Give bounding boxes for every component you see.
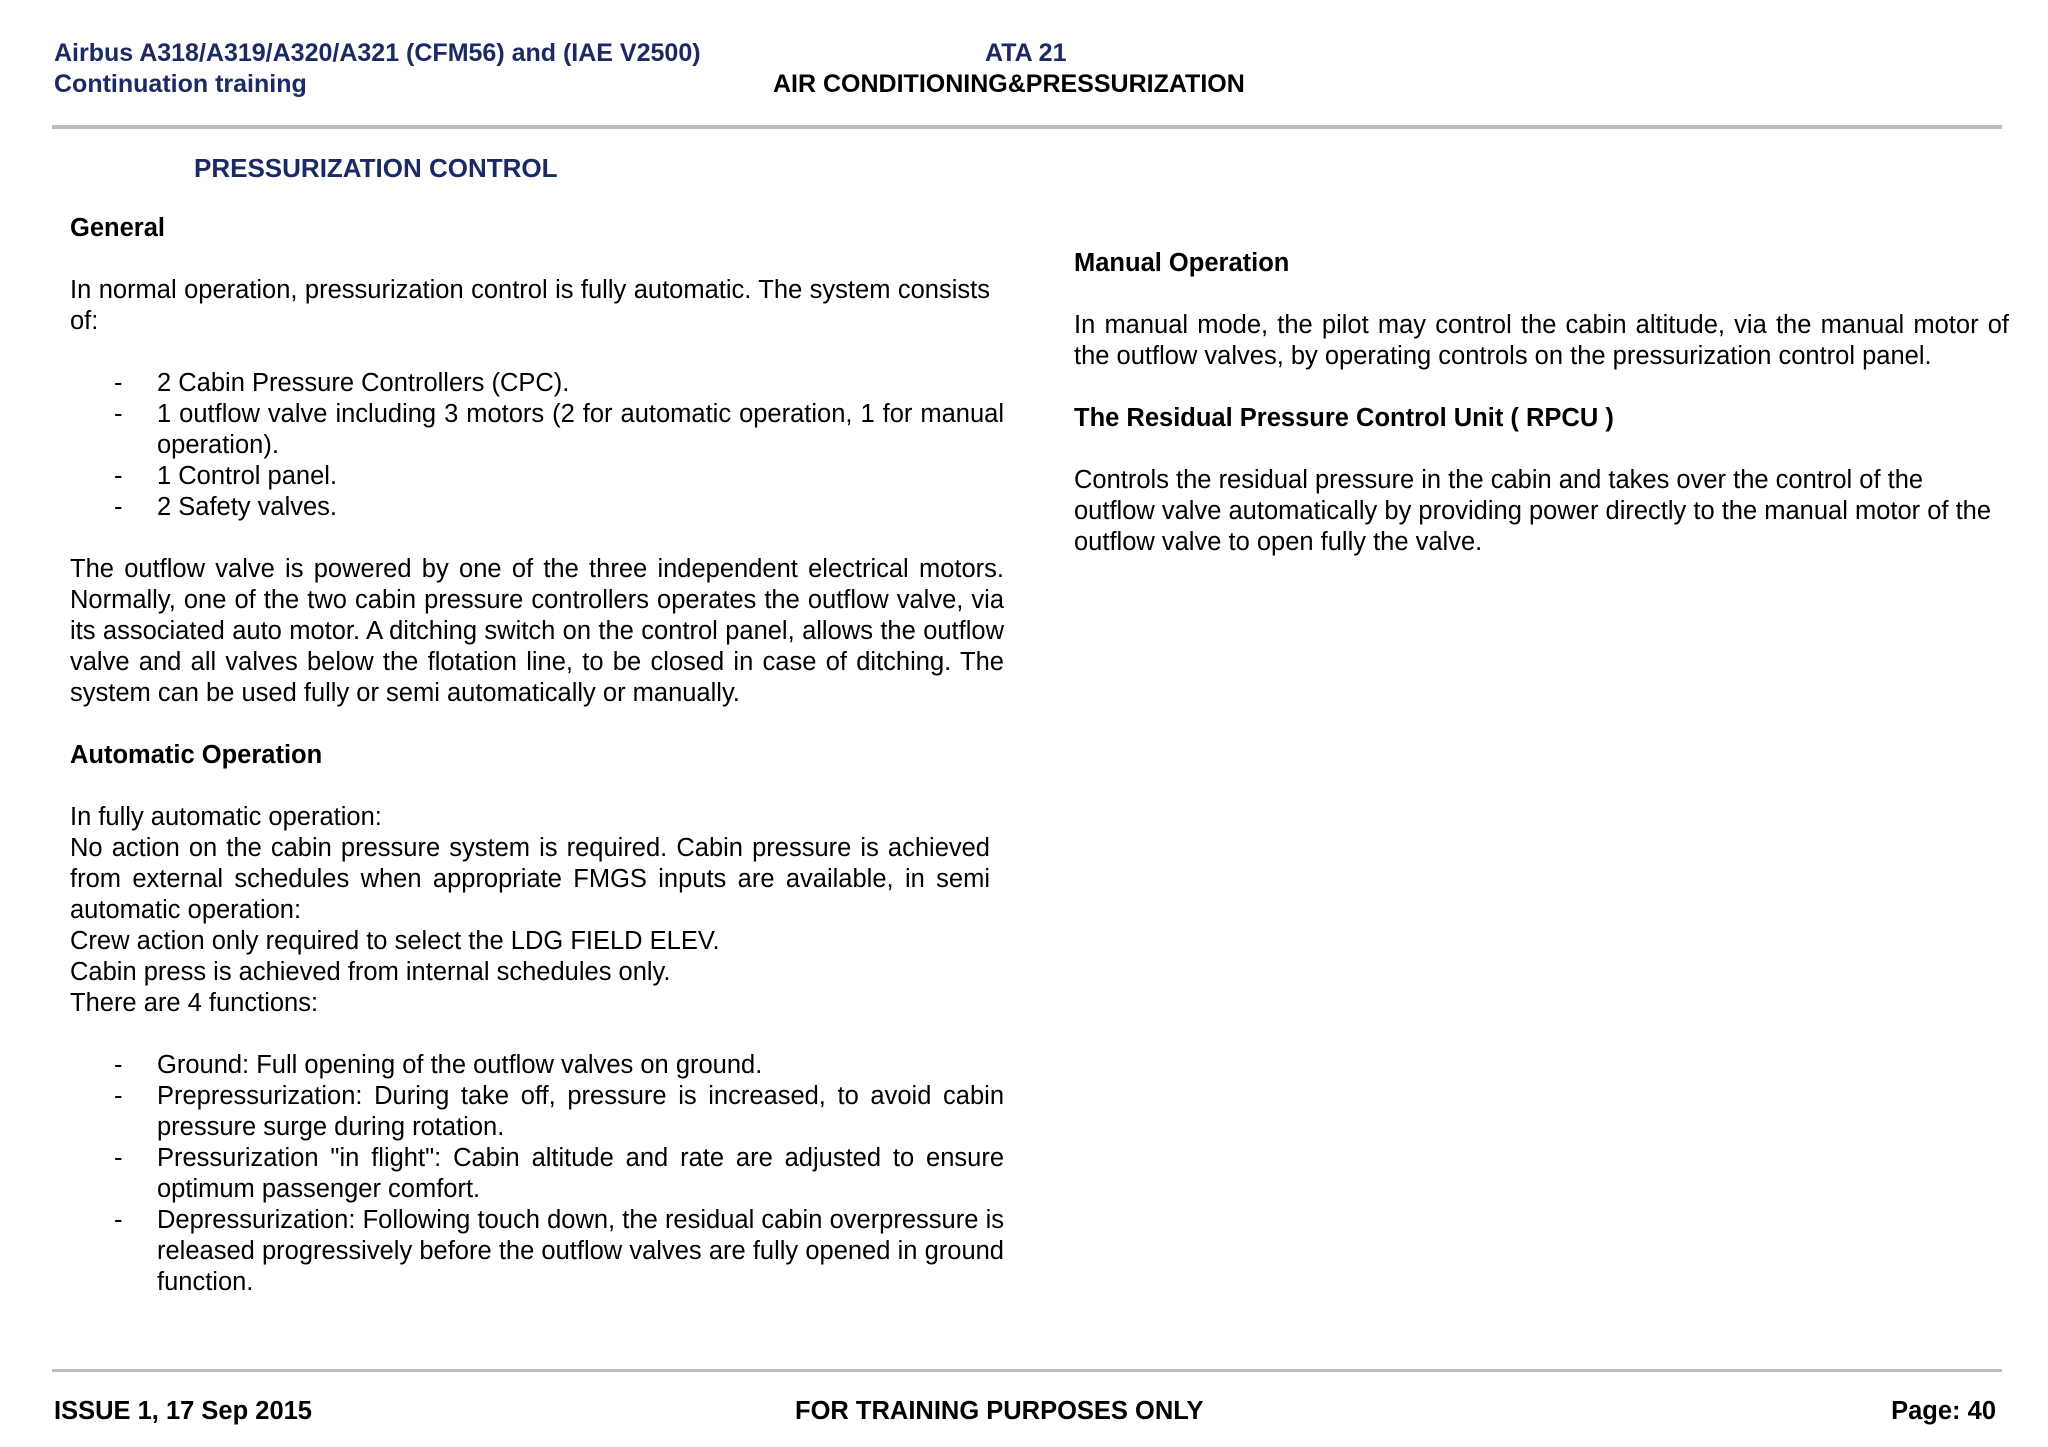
automatic-line-1: In fully automatic operation: xyxy=(70,803,382,831)
footer-page-number: Page: 40 xyxy=(1891,1397,1996,1425)
left-column xyxy=(70,213,1004,1298)
list-item: - 1 Control panel. xyxy=(114,462,338,490)
automatic-line-3: Cabin press is achieved from internal schedules only. xyxy=(70,958,671,986)
functions-list xyxy=(70,1050,1004,1298)
manual-paragraph: In manual mode, the pilot may control the cabin altitude, via the manual motor of the outflow valves, by operating controls on the pressurization control panel. xyxy=(1074,311,2009,370)
list-item: - Ground: Full opening of the outflow valves on ground. xyxy=(114,1051,763,1079)
list-item: - Pressurization "in flight": Cabin altitude and rate are adjusted to ensure optimum passenger comfort. xyxy=(114,1144,1004,1203)
list-item: - 2 Safety valves. xyxy=(114,493,338,521)
automatic-line-2: Crew action only required to select the LDG FIELD ELEV. xyxy=(70,927,720,955)
header-chapter-title: AIR CONDITIONING&PRESSURIZATION xyxy=(773,70,1245,98)
list-item: - 2 Cabin Pressure Controllers (CPC). xyxy=(114,369,570,397)
footer-notice: FOR TRAINING PURPOSES ONLY xyxy=(795,1397,1204,1425)
heading-general: General xyxy=(70,214,165,242)
heading-automatic-operation: Automatic Operation xyxy=(70,741,323,769)
heading-manual-operation: Manual Operation xyxy=(1074,249,1290,277)
heading-rpcu: The Residual Pressure Control Unit ( RPCU ) xyxy=(1074,404,1614,432)
general-paragraph: The outflow valve is powered by one of the three independent electrical motors. Normally, one of the two cabin pressure controllers operates the outflow valve, via its associated auto motor. A ditching switch on the control panel, allows the outflow valve and all valves below the flotation line, to be closed in case of ditching. The system can be used fully or semi automatically or manually. xyxy=(70,555,1004,707)
list-item: - 1 outflow valve including 3 motors (2 for automatic operation, 1 for manual operation). xyxy=(114,400,1004,459)
general-intro: In normal operation, pressurization control is fully automatic. The system consists of: xyxy=(70,276,990,335)
right-column xyxy=(1074,248,2009,558)
page-title: PRESSURIZATION CONTROL xyxy=(194,153,558,183)
automatic-line-4: There are 4 functions: xyxy=(70,989,319,1017)
rpcu-paragraph: Controls the residual pressure in the cabin and takes over the control of the outflow valve automatically by providing power directly to the manual motor of the outflow valve to open fully the valve. xyxy=(1074,466,1992,556)
components-list xyxy=(70,368,1004,523)
footer-divider xyxy=(52,1369,2002,1372)
header-ata-chapter: ATA 21 xyxy=(985,39,1067,67)
list-item: - Prepressurization: During take off, pressure is increased, to avoid cabin pressure surge during rotation. xyxy=(114,1082,1004,1141)
automatic-paragraph: No action on the cabin pressure system is required. Cabin pressure is achieved from external schedules when appropriate FMGS inputs are available, in semi automatic operation: xyxy=(70,834,990,924)
header-document-title: Airbus A318/A319/A320/A321 (CFM56) and (IAE V2500) xyxy=(54,39,701,67)
header-course-name: Continuation training xyxy=(54,70,307,98)
header-divider xyxy=(52,125,2002,129)
footer-issue: ISSUE 1, 17 Sep 2015 xyxy=(54,1397,312,1425)
list-item: - Depressurization: Following touch down, the residual cabin overpressure is released progressively before the outflow valves are fully opened in ground function. xyxy=(114,1206,1004,1296)
